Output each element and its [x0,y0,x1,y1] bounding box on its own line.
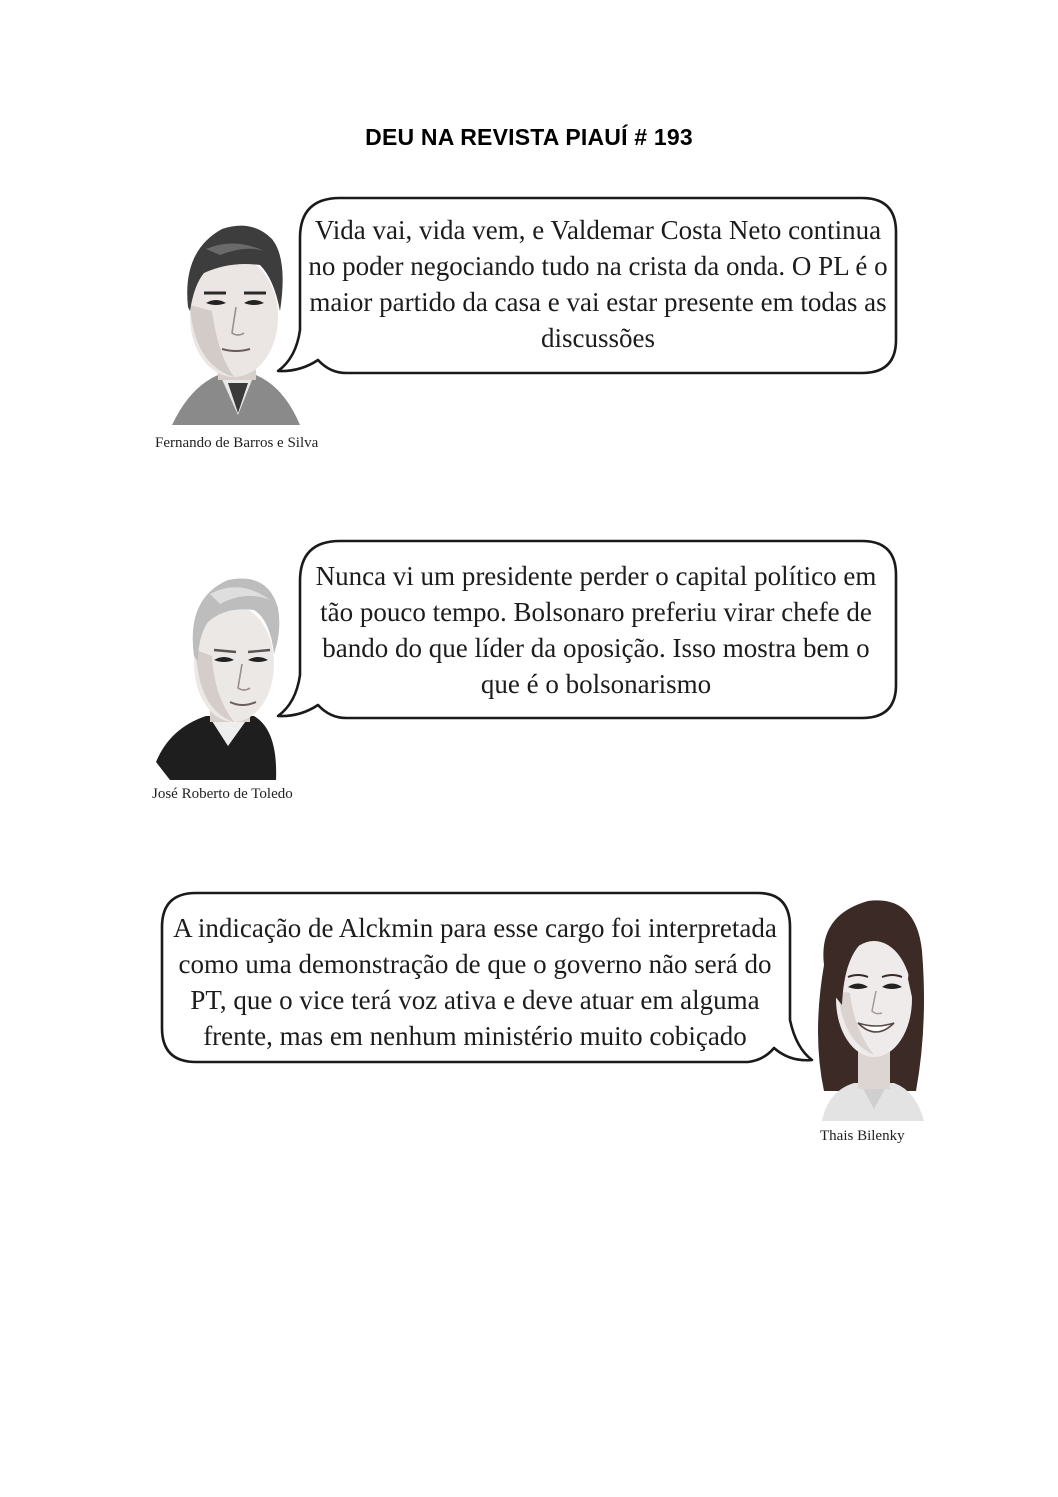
quote-text-1: Vida vai, vida vem, e Valdemar Costa Neto continua no poder negociando tudo na crista da onda. O PL é o maior partido da casa e vai estar presente em todas as discussões [308,215,888,353]
page-title: DEU NA REVISTA PIAUÍ # 193 [365,124,693,150]
caption-author-3: Thais Bilenky [820,1128,905,1144]
caption-author-2: José Roberto de Toledo [152,786,293,802]
quote-text-3: A indicação de Alckmin para esse cargo foi interpretada como uma demonstração de que o governo não será do PT, que o vice terá voz ativa e deve atuar em alguma frente, mas em nenhum ministério muito cobiçado [173,913,777,1051]
caption-author-1: Fernando de Barros e Silva [155,435,319,451]
quote-text-2: Nunca vi um presidente perder o capital político em tão pouco tempo. Bolsonaro preferiu virar chefe de bando do que líder da oposição. Isso mostra bem o que é o bolsonarismo [315,561,877,699]
portrait-thais [808,895,938,1125]
